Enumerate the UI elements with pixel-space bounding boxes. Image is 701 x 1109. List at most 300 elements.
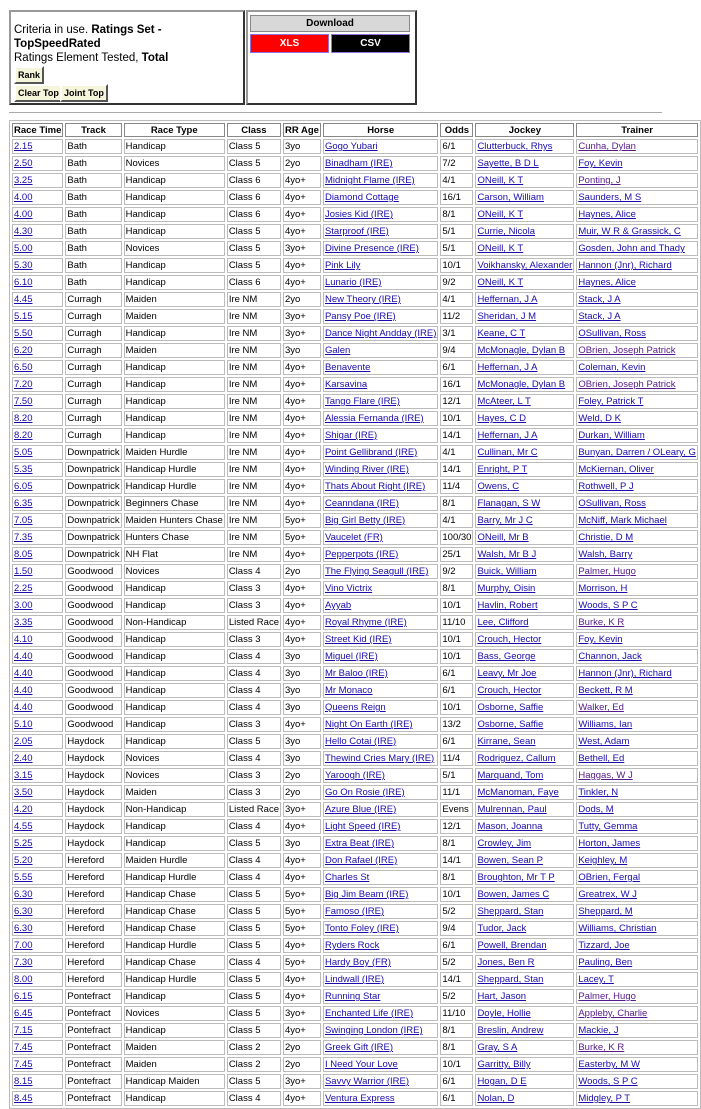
trainer-link[interactable]: Bunyan, Darren / OLeary, G — [578, 447, 696, 458]
age-cell: 3yo — [284, 345, 301, 356]
jockey-link[interactable]: Garritty, Billy — [477, 1059, 531, 1070]
class-cell: Class 6 — [228, 277, 261, 288]
trainer-column-cell — [576, 836, 698, 851]
race-time-link[interactable]: 6.30 — [14, 906, 33, 917]
race-time-link[interactable]: 5.15 — [14, 311, 33, 322]
jockey-link[interactable]: Bowen, James C — [477, 889, 550, 900]
trainer-link[interactable]: Saunders, M S — [578, 192, 642, 203]
jockey-link[interactable]: Voikhansky, Alexander — [477, 260, 573, 271]
horse-link[interactable]: Binadham (IRE) — [324, 158, 393, 169]
track-cell: Bath — [67, 209, 87, 220]
trainer-link[interactable]: Horton, James — [578, 838, 641, 849]
rank-button[interactable]: Rank — [14, 66, 44, 84]
criteria-panel — [9, 10, 245, 105]
odds-column-cell — [440, 394, 473, 409]
trainer-link[interactable]: Hannon (Jnr), Richard — [578, 668, 672, 679]
race-time-link[interactable]: 5.20 — [14, 855, 33, 866]
class-column-cell — [227, 411, 281, 426]
trainer-link[interactable]: Stack, J A — [578, 294, 621, 305]
jockey-link[interactable]: Flanagan, S W — [477, 498, 541, 509]
type-column-cell — [124, 955, 225, 970]
trainer-link[interactable]: Haynes, Alice — [578, 277, 636, 288]
track-cell: Hereford — [67, 974, 105, 985]
race-time-link[interactable]: 4.30 — [14, 226, 33, 237]
header-race-type[interactable]: Race Type — [124, 123, 225, 137]
race-time-link[interactable]: 3.00 — [14, 600, 33, 611]
type-column-cell — [124, 632, 225, 647]
trainer-link[interactable]: Lacey, T — [578, 974, 614, 985]
trainer-link[interactable]: Dods, M — [578, 804, 614, 815]
trainer-link[interactable]: Foy, Kevin — [578, 158, 623, 169]
odds-column-cell — [440, 632, 473, 647]
jockey-link[interactable]: McMonagle, Dylan B — [477, 345, 566, 356]
jockey-column-cell — [475, 700, 574, 715]
horse-link[interactable]: Alessia Fernanda (IRE) — [324, 413, 424, 424]
horse-link[interactable]: Ventura Express — [324, 1093, 395, 1104]
horse-link[interactable]: Josies Kid (IRE) — [324, 209, 394, 220]
header-race-time[interactable]: Race Time — [14, 124, 62, 136]
trainer-link[interactable]: Sheppard, M — [578, 906, 633, 917]
horse-link[interactable]: Thewind Cries Mary (IRE) — [324, 753, 435, 764]
jockey-link[interactable]: Bass, George — [477, 651, 536, 662]
race-time-link[interactable]: 7.45 — [14, 1059, 33, 1070]
class-column-cell — [227, 173, 281, 188]
table-row — [12, 581, 698, 596]
trainer-link[interactable]: Walsh, Barry — [578, 549, 633, 560]
horse-link[interactable]: Starproof (IRE) — [324, 226, 389, 237]
trainer-link[interactable]: Woods, S P C — [578, 600, 638, 611]
race-time-link[interactable]: 4.45 — [14, 294, 33, 305]
horse-link[interactable]: Hello Cotai (IRE) — [324, 736, 397, 747]
jockey-link[interactable]: ONeill, K T — [477, 175, 524, 186]
jockey-link[interactable]: Sheppard, Stan — [477, 906, 544, 917]
odds-cell: 11/2 — [442, 311, 461, 322]
odds-cell: 10/1 — [442, 600, 461, 611]
race-time-link[interactable]: 7.35 — [14, 532, 33, 543]
jockey-link[interactable]: Hayes, C D — [477, 413, 527, 424]
race-type-cell: Handicap Maiden — [125, 1076, 200, 1087]
jockey-link[interactable]: Carson, William — [477, 192, 544, 203]
horse-link[interactable]: Go On Rosie (IRE) — [324, 787, 405, 798]
class-column-cell — [227, 632, 281, 647]
jockey-column-cell — [475, 292, 574, 307]
race-time-link[interactable]: 3.35 — [14, 617, 33, 628]
race-type-cell: Handicap — [125, 328, 166, 339]
jockey-link[interactable]: Tudor, Jack — [477, 923, 527, 934]
jockey-link[interactable]: Crouch, Hector — [477, 634, 542, 645]
header-odds[interactable]: Odds — [440, 123, 473, 137]
track-column-cell — [65, 1006, 121, 1021]
horse-link[interactable]: Winding River (IRE) — [324, 464, 409, 475]
jockey-link[interactable]: ONeill, K T — [477, 277, 524, 288]
race-time-link[interactable]: 3.50 — [14, 787, 33, 798]
race-type-cell: Handicap Hurdle — [125, 974, 197, 985]
trainer-link[interactable]: Foy, Kevin — [578, 634, 623, 645]
jockey-link[interactable]: Walsh, Mr B J — [477, 549, 537, 560]
horse-link[interactable]: Ceanndana (IRE) — [324, 498, 399, 509]
horse-link[interactable]: Don Rafael (IRE) — [324, 855, 398, 866]
jockey-link[interactable]: Breslin, Andrew — [477, 1025, 544, 1036]
track-cell: Downpatrick — [67, 481, 120, 492]
time-column-cell — [12, 445, 63, 460]
horse-link[interactable]: Street Kid (IRE) — [324, 634, 392, 645]
horse-link[interactable]: Midnight Flame (IRE) — [324, 175, 415, 186]
horse-link[interactable]: Charles St — [324, 872, 370, 883]
jockey-link[interactable]: Currie, Nicola — [477, 226, 535, 237]
jockey-link[interactable]: Kirrane, Sean — [477, 736, 536, 747]
horse-link[interactable]: Big Girl Betty (IRE) — [324, 515, 406, 526]
jockey-link[interactable]: Crouch, Hector — [477, 685, 542, 696]
jockey-link[interactable]: Cullinan, Mr C — [477, 447, 538, 458]
race-type-cell: Maiden — [125, 787, 157, 798]
race-time-link[interactable]: 4.55 — [14, 821, 33, 832]
race-time-link[interactable]: 7.20 — [14, 379, 33, 390]
class-cell: Class 5 — [228, 838, 261, 849]
header-jockey[interactable]: Jockey — [475, 123, 574, 137]
jockey-link[interactable]: Hart, Jason — [477, 991, 527, 1002]
race-time-link[interactable]: 5.30 — [14, 260, 33, 271]
race-time-link[interactable]: 6.30 — [14, 889, 33, 900]
horse-link[interactable]: Pink Lily — [324, 260, 361, 271]
odds-column-cell — [440, 751, 473, 766]
jockey-link[interactable]: Rodriguez, Callum — [477, 753, 556, 764]
horse-link[interactable]: Diamond Cottage — [324, 192, 399, 203]
trainer-link[interactable]: Stack, J A — [578, 311, 621, 322]
race-time-link[interactable]: 2.50 — [14, 158, 33, 169]
trainer-link[interactable]: Bethell, Ed — [578, 753, 625, 764]
horse-link[interactable]: New Theory (IRE) — [324, 294, 401, 305]
age-column-cell — [283, 309, 321, 324]
track-column-cell — [65, 1023, 121, 1038]
race-time-link[interactable]: 4.40 — [14, 651, 33, 662]
jockey-link[interactable]: Hogan, D E — [477, 1076, 527, 1087]
trainer-link[interactable]: Greatrex, W J — [578, 889, 637, 900]
jockey-link[interactable]: Doyle, Hollie — [477, 1008, 531, 1019]
trainer-link[interactable]: Walker, Ed — [578, 702, 624, 713]
horse-link[interactable]: Famoso (IRE) — [324, 906, 385, 917]
trainer-link[interactable]: Beckett, R M — [578, 685, 633, 696]
jockey-link[interactable]: Osborne, Saffie — [477, 702, 544, 713]
jockey-link[interactable]: Gray, S A — [477, 1042, 518, 1053]
horse-link[interactable]: Mr Baloo (IRE) — [324, 668, 388, 679]
trainer-column-cell — [576, 972, 698, 987]
trainer-link[interactable]: Haggas, W J — [578, 770, 633, 781]
horse-link[interactable]: Pansy Poe (IRE) — [324, 311, 396, 322]
race-time-link[interactable]: 3.25 — [14, 175, 33, 186]
trainer-link[interactable]: Tutty, Gemma — [578, 821, 638, 832]
jockey-link[interactable]: Buick, William — [477, 566, 537, 577]
time-column-cell — [12, 921, 63, 936]
race-time-link[interactable]: 8.20 — [14, 413, 33, 424]
trainer-link[interactable]: Muir, W R & Grassick, C — [578, 226, 681, 237]
jockey-link[interactable]: Osborne, Saffie — [477, 719, 544, 730]
trainer-link[interactable]: Tizzard, Joe — [578, 940, 630, 951]
xls-download-button[interactable]: XLS — [250, 34, 329, 53]
odds-cell: 11/4 — [442, 753, 461, 764]
horse-link[interactable]: Shigar (IRE) — [324, 430, 378, 441]
trainer-link[interactable]: OSullivan, Ross — [578, 328, 646, 339]
jockey-link[interactable]: McMonagle, Dylan B — [477, 379, 566, 390]
jockey-link[interactable]: Bowen, Sean P — [477, 855, 543, 866]
horse-link[interactable]: Lindwall (IRE) — [324, 974, 385, 985]
jockey-link[interactable]: ONeill, K T — [477, 209, 524, 220]
jockey-link[interactable]: Heffernan, J A — [477, 362, 538, 373]
ratings-set-value: Ratings Set - TopSpeedRated — [14, 24, 162, 50]
jockey-link[interactable]: McManoman, Faye — [477, 787, 559, 798]
race-time-link[interactable]: 5.00 — [14, 243, 33, 254]
header-rr-age[interactable]: RR Age — [284, 124, 319, 136]
race-time-link[interactable]: 6.10 — [14, 277, 33, 288]
horse-link[interactable]: Lunario (IRE) — [324, 277, 382, 288]
horse-link[interactable]: Azure Blue (IRE) — [324, 804, 397, 815]
race-time-link[interactable]: 4.00 — [14, 192, 33, 203]
time-column-cell — [12, 683, 63, 698]
horse-link[interactable]: Queens Reign — [324, 702, 386, 713]
trainer-link[interactable]: Burke, K R — [578, 1042, 625, 1053]
trainer-link[interactable]: OBrien, Joseph Patrick — [578, 379, 676, 390]
class-cell: Class 3 — [228, 634, 261, 645]
trainer-link[interactable]: Morrison, H — [578, 583, 628, 594]
horse-link[interactable]: Savvy Warrior (IRE) — [324, 1076, 410, 1087]
trainer-link[interactable]: Channon, Jack — [578, 651, 642, 662]
horse-link[interactable]: Hardy Boy (FR) — [324, 957, 391, 968]
race-time-link[interactable]: 7.45 — [14, 1042, 33, 1053]
race-time-link[interactable]: 5.25 — [14, 838, 33, 849]
horse-link[interactable]: Miguel (IRE) — [324, 651, 378, 662]
age-column-cell — [283, 649, 321, 664]
horse-link[interactable]: Thats About Right (IRE) — [324, 481, 426, 492]
horse-link[interactable]: Running Star — [324, 991, 381, 1002]
trainer-link[interactable]: Cunha, Dylan — [578, 141, 636, 152]
horse-link[interactable]: Big Jim Beam (IRE) — [324, 889, 409, 900]
race-time-link[interactable]: 7.30 — [14, 957, 33, 968]
race-time-link[interactable]: 5.10 — [14, 719, 33, 730]
jockey-link[interactable]: Owens, C — [477, 481, 520, 492]
race-time-link[interactable]: 8.15 — [14, 1076, 33, 1087]
race-time-link[interactable]: 4.40 — [14, 702, 33, 713]
jockey-link[interactable]: Heffernan, J A — [477, 430, 538, 441]
type-column-cell — [124, 411, 225, 426]
horse-link[interactable]: Point Gellibrand (IRE) — [324, 447, 418, 458]
horse-link[interactable]: The Flying Seagull (IRE) — [324, 566, 429, 577]
trainer-link[interactable]: Williams, Christian — [578, 923, 657, 934]
race-time-link[interactable]: 5.50 — [14, 328, 33, 339]
track-cell: Hereford — [67, 957, 105, 968]
jockey-link[interactable]: Sheppard, Stan — [477, 974, 544, 985]
trainer-link[interactable]: Foley, Patrick T — [578, 396, 644, 407]
race-time-link[interactable]: 4.00 — [14, 209, 33, 220]
jockey-link[interactable]: Crowley, Jim — [477, 838, 532, 849]
jockey-link[interactable]: Leavy, Mr Joe — [477, 668, 537, 679]
horse-link[interactable]: Extra Beat (IRE) — [324, 838, 395, 849]
horse-link[interactable]: Swinging London (IRE) — [324, 1025, 423, 1036]
jockey-link[interactable]: Keane, C T — [477, 328, 526, 339]
table-row — [12, 972, 698, 987]
trainer-link[interactable]: Durkan, William — [578, 430, 645, 441]
race-time-link[interactable]: 4.20 — [14, 804, 33, 815]
race-time-link[interactable]: 7.00 — [14, 940, 33, 951]
horse-link[interactable]: Tango Flare (IRE) — [324, 396, 400, 407]
clear-top-button[interactable]: Clear Top — [14, 84, 63, 102]
race-time-link[interactable]: 4.40 — [14, 668, 33, 679]
trainer-link[interactable]: Weld, D K — [578, 413, 621, 424]
trainer-column-cell — [576, 462, 698, 477]
odds-cell: 9/4 — [442, 923, 456, 934]
jockey-link[interactable]: Jones, Ben R — [477, 957, 535, 968]
horse-link[interactable]: Greek Gift (IRE) — [324, 1042, 394, 1053]
race-time-link[interactable]: 2.05 — [14, 736, 33, 747]
trainer-link[interactable]: Christie, D M — [578, 532, 634, 543]
jockey-link[interactable]: Havlin, Robert — [477, 600, 538, 611]
trainer-link[interactable]: Haynes, Alice — [578, 209, 636, 220]
trainer-link[interactable]: OBrien, Joseph Patrick — [578, 345, 676, 356]
table-row — [12, 530, 698, 545]
odds-column-cell — [440, 802, 473, 817]
age-cell: 4yo+ — [284, 362, 306, 373]
race-time-link[interactable]: 1.50 — [14, 566, 33, 577]
horse-link[interactable]: Light Speed (IRE) — [324, 821, 401, 832]
trainer-column-cell — [576, 530, 698, 545]
race-time-link[interactable]: 8.45 — [14, 1093, 33, 1104]
race-time-link[interactable]: 5.05 — [14, 447, 33, 458]
horse-link[interactable]: I Need Your Love — [324, 1059, 398, 1070]
jockey-link[interactable]: Sheridan, J M — [477, 311, 537, 322]
trainer-link[interactable]: OBrien, Fergal — [578, 872, 641, 883]
horse-link[interactable]: Pepperpots (IRE) — [324, 549, 399, 560]
header-class[interactable]: Class — [227, 123, 281, 137]
jockey-column-cell — [475, 564, 574, 579]
race-time-link[interactable]: 6.15 — [14, 991, 33, 1002]
race-time-link[interactable]: 6.05 — [14, 481, 33, 492]
horse-link[interactable]: Gogo Yubari — [324, 141, 378, 152]
trainer-link[interactable]: McKiernan, Oliver — [578, 464, 654, 475]
race-type-cell: Novices — [125, 243, 160, 254]
race-time-link[interactable]: 6.30 — [14, 923, 33, 934]
race-time-link[interactable]: 7.15 — [14, 1025, 33, 1036]
jockey-link[interactable]: McAteer, L T — [477, 396, 531, 407]
trainer-link[interactable]: Gosden, John and Thady — [578, 243, 685, 254]
trainer-link[interactable]: Easterby, M W — [578, 1059, 640, 1070]
race-time-link[interactable]: 7.05 — [14, 515, 33, 526]
race-time-link[interactable]: 6.20 — [14, 345, 33, 356]
horse-link[interactable]: Dance Night Andday (IRE) — [324, 328, 437, 339]
race-time-link[interactable]: 7.50 — [14, 396, 33, 407]
horse-link[interactable]: Benavente — [324, 362, 371, 373]
jockey-link[interactable]: Mason, Joanna — [477, 821, 543, 832]
divider — [9, 112, 662, 113]
trainer-link[interactable]: Keighley, M — [578, 855, 628, 866]
trainer-link[interactable]: Mackie, J — [578, 1025, 619, 1036]
horse-link[interactable]: Mr Monaco — [324, 685, 373, 696]
csv-download-button[interactable]: CSV — [331, 34, 410, 53]
horse-link[interactable]: Karsavina — [324, 379, 368, 390]
race-type-cell: Maiden Hunters Chase — [125, 515, 223, 526]
trainer-link[interactable]: Tinkler, N — [578, 787, 619, 798]
race-time-link[interactable]: 4.10 — [14, 634, 33, 645]
header-horse[interactable]: Horse — [323, 123, 438, 137]
age-column-cell — [283, 428, 321, 443]
horse-link[interactable]: Ayyab — [324, 600, 352, 611]
race-time-link[interactable]: 5.35 — [14, 464, 33, 475]
race-time-link[interactable]: 8.20 — [14, 430, 33, 441]
age-column-cell — [283, 224, 321, 239]
race-time-link[interactable]: 8.05 — [14, 549, 33, 560]
race-time-link[interactable]: 4.40 — [14, 685, 33, 696]
horse-link[interactable]: Divine Presence (IRE) — [324, 243, 419, 254]
jockey-link[interactable]: Powell, Brendan — [477, 940, 547, 951]
trainer-link[interactable]: Woods, S P C — [578, 1076, 638, 1087]
race-time-link[interactable]: 5.55 — [14, 872, 33, 883]
track-cell: Downpatrick — [67, 515, 120, 526]
trainer-link[interactable]: Palmer, Hugo — [578, 991, 636, 1002]
race-time-link[interactable]: 8.00 — [14, 974, 33, 985]
horse-link[interactable]: Vaucelet (FR) — [324, 532, 383, 543]
trainer-link[interactable]: Rothwell, P J — [578, 481, 634, 492]
race-time-link[interactable]: 3.15 — [14, 770, 33, 781]
jockey-link[interactable]: Clutterbuck, Rhys — [477, 141, 553, 152]
jockey-link[interactable]: Murphy, Oisin — [477, 583, 536, 594]
trainer-link[interactable]: Hannon (Jnr), Richard — [578, 260, 672, 271]
horse-link[interactable]: Vino Victrix — [324, 583, 373, 594]
trainer-link[interactable]: West, Adam — [578, 736, 630, 747]
horse-link[interactable]: Ryders Rock — [324, 940, 380, 951]
trainer-link[interactable]: McNiff, Mark Michael — [578, 515, 667, 526]
jockey-link[interactable]: Barry, Mr J C — [477, 515, 533, 526]
horse-link[interactable]: Enchanted Life (IRE) — [324, 1008, 414, 1019]
trainer-link[interactable]: Williams, Ian — [578, 719, 633, 730]
class-cell: Ire NM — [228, 413, 258, 424]
jockey-link[interactable]: ONeill, Mr B — [477, 532, 529, 543]
trainer-link[interactable]: OSullivan, Ross — [578, 498, 646, 509]
horse-link[interactable]: Night On Earth (IRE) — [324, 719, 413, 730]
race-type-cell: Handicap — [125, 991, 166, 1002]
jockey-link[interactable]: Sayette, B D L — [477, 158, 539, 169]
joint-top-button[interactable]: Joint Top — [60, 84, 108, 102]
jockey-column-cell — [475, 853, 574, 868]
horse-link[interactable]: Tonto Foley (IRE) — [324, 923, 399, 934]
horse-link[interactable]: Yaroogh (IRE) — [324, 770, 385, 781]
race-time-link[interactable]: 6.35 — [14, 498, 33, 509]
trainer-link[interactable]: Pauling, Ben — [578, 957, 633, 968]
trainer-link[interactable]: Palmer, Hugo — [578, 566, 636, 577]
jockey-link[interactable]: Marquand, Tom — [477, 770, 544, 781]
header-track[interactable]: Track — [65, 123, 121, 137]
trainer-link[interactable]: Midgley, P T — [578, 1093, 631, 1104]
race-time-link[interactable]: 2.15 — [14, 141, 33, 152]
horse-link[interactable]: Galen — [324, 345, 351, 356]
trainer-link[interactable]: Ponting, J — [578, 175, 621, 186]
jockey-link[interactable]: Broughton, Mr T P — [477, 872, 555, 883]
jockey-link[interactable]: Heffernan, J A — [477, 294, 538, 305]
jockey-link[interactable]: Mulrennan, Paul — [477, 804, 547, 815]
jockey-link[interactable]: Enright, P T — [477, 464, 528, 475]
trainer-link[interactable]: Burke, K R — [578, 617, 625, 628]
trainer-column-cell — [576, 479, 698, 494]
age-cell: 3yo — [284, 753, 301, 764]
race-time-link[interactable]: 2.25 — [14, 583, 33, 594]
race-time-link[interactable]: 2.40 — [14, 753, 33, 764]
jockey-link[interactable]: Nolan, D — [477, 1093, 515, 1104]
race-time-link[interactable]: 6.45 — [14, 1008, 33, 1019]
jockey-link[interactable]: ONeill, K T — [477, 243, 524, 254]
race-time-link[interactable]: 6.50 — [14, 362, 33, 373]
trainer-link[interactable]: Appleby, Charlie — [578, 1008, 648, 1019]
criteria-line2-prefix: Ratings Element Tested, — [14, 52, 139, 64]
trainer-link[interactable]: Coleman, Kevin — [578, 362, 646, 373]
jockey-link[interactable]: Lee, Clifford — [477, 617, 529, 628]
horse-link[interactable]: Royal Rhyme (IRE) — [324, 617, 407, 628]
header-trainer[interactable]: Trainer — [576, 123, 698, 137]
